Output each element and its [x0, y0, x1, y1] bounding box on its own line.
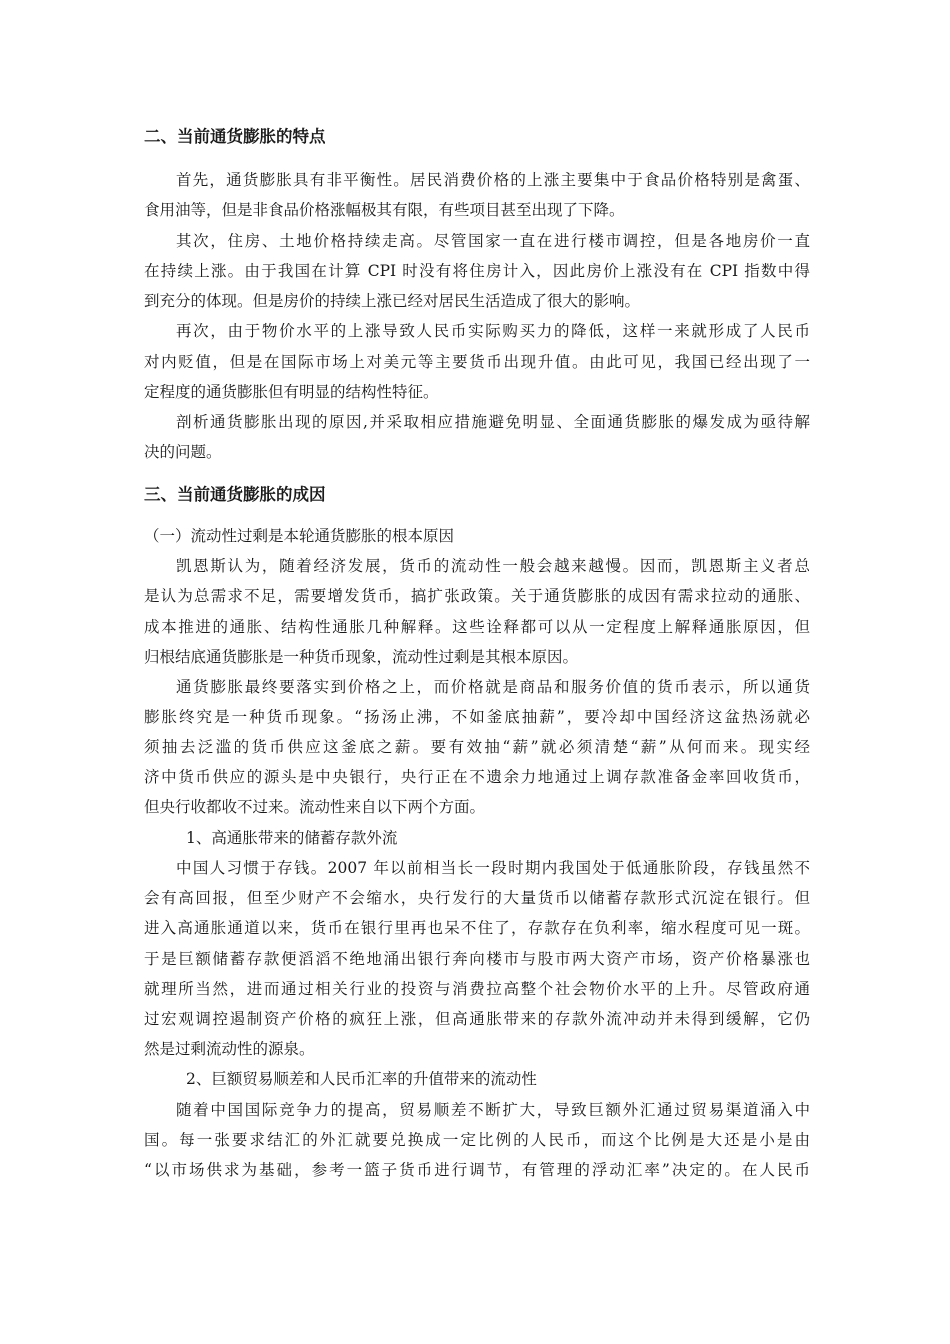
paragraph-line: 剖析通货膨胀出现的原因,并采取相应措施避免明显、全面通货膨胀的爆发成为亟待解: [176, 413, 810, 431]
paragraph-line: 通货膨胀最终要落实到价格之上，而价格就是商品和服务价值的货币表示，所以通货: [176, 678, 810, 696]
paragraph-line: 对内贬值，但是在国际市场上对美元等主要货币出现升值。由此可见，我国已经出现了一: [144, 353, 810, 371]
paragraph-line: 膨胀终究是一种货币现象。“扬汤止沸，不如釜底抽薪”，要冷却中国经济这盆热汤就必: [144, 708, 810, 726]
section-heading-causes: 三、当前通货膨胀的成因: [144, 485, 326, 504]
paragraph-line: 决的问题。: [144, 443, 222, 461]
paragraph-line: 是认为总需求不足，需要增发货币，搞扩张政策。关于通货膨胀的成因有需求拉动的通胀、: [144, 587, 810, 605]
paragraph-line: 随着中国国际竞争力的提高，贸易顺差不断扩大，导致巨额外汇通过贸易渠道涌入中: [176, 1101, 810, 1119]
paragraph-line: 其次，住房、土地价格持续走高。尽管国家一直在进行楼市调控，但是各地房价一直: [176, 232, 810, 250]
subsection-heading: （一）流动性过剩是本轮通货膨胀的根本原因: [144, 527, 455, 545]
paragraph-line: 成本推进的通胀、结构性通胀几种解释。这些诠释都可以从一定程度上解释通胀原因，但: [144, 618, 810, 636]
paragraph-line: 然是过剩流动性的源泉。: [144, 1040, 315, 1058]
paragraph-line: 凯恩斯认为，随着经济发展，货币的流动性一般会越来越慢。因而，凯恩斯主义者总: [176, 557, 810, 575]
point-heading: 2、巨额贸易顺差和人民币汇率的升值带来的流动性: [186, 1070, 537, 1088]
paragraph-line: 须抽去泛滥的货币供应这釜底之薪。要有效抽“薪”就必须清楚“薪”从何而来。现实经: [144, 738, 810, 756]
paragraph-line: 中国人习惯于存钱。2007 年以前相当长一段时期内我国处于低通胀阶段，存钱虽然不: [176, 859, 810, 877]
paragraph-line: 国。每一张要求结汇的外汇就要兑换成一定比例的人民币，而这个比例是大还是小是由: [144, 1131, 810, 1149]
paragraph-line: 过宏观调控遏制资产价格的疯狂上涨，但高通胀带来的存款外流冲动并未得到缓解，它仍: [144, 1010, 810, 1028]
paragraph-line: 在持续上涨。由于我国在计算 CPI 时没有将住房计入，因此房价上涨没有在 CPI 指数中得: [144, 262, 810, 280]
section-heading-characteristics: 二、当前通货膨胀的特点: [144, 127, 326, 146]
paragraph-line: 食用油等，但是非食品价格涨幅极其有限，有些项目甚至出现了下降。: [144, 201, 625, 219]
paragraph-line: 就理所当然，进而通过相关行业的投资与消费拉高整个社会物价水平的上升。尽管政府通: [144, 980, 810, 998]
paragraph-line: 定程度的通货膨胀但有明显的结构性特征。: [144, 383, 439, 401]
paragraph-line: 但央行收都收不过来。流动性来自以下两个方面。: [144, 798, 486, 816]
paragraph-line: 会有高回报，但至少财产不会缩水，央行发行的大量货币以储蓄存款形式沉淀在银行。但: [144, 889, 810, 907]
paragraph-line: 再次，由于物价水平的上涨导致人民币实际购买力的降低，这样一来就形成了人民币: [176, 322, 810, 340]
paragraph-line: 归根结底通货膨胀是一种货币现象，流动性过剩是其根本原因。: [144, 648, 579, 666]
paragraph-line: 进入高通胀通道以来，货币在银行里再也呆不住了，存款存在负利率，缩水程度可见一斑。: [144, 919, 810, 937]
paragraph-line: 首先，通货膨胀具有非平衡性。居民消费价格的上涨主要集中于食品价格特别是禽蛋、: [176, 171, 810, 189]
point-heading: 1、高通胀带来的储蓄存款外流: [186, 829, 398, 847]
paragraph-line: “以市场供求为基础，参考一篮子货币进行调节，有管理的浮动汇率”决定的。在人民币: [144, 1161, 810, 1179]
paragraph-line: 济中货币供应的源头是中央银行，央行正在不遗余力地通过上调存款准备金率回收货币，: [144, 768, 810, 786]
paragraph-line: 于是巨额储蓄存款便滔滔不绝地涌出银行奔向楼市与股市两大资产市场，资产价格暴涨也: [144, 950, 810, 968]
paragraph-line: 到充分的体现。但是房价的持续上涨已经对居民生活造成了很大的影响。: [144, 292, 641, 310]
